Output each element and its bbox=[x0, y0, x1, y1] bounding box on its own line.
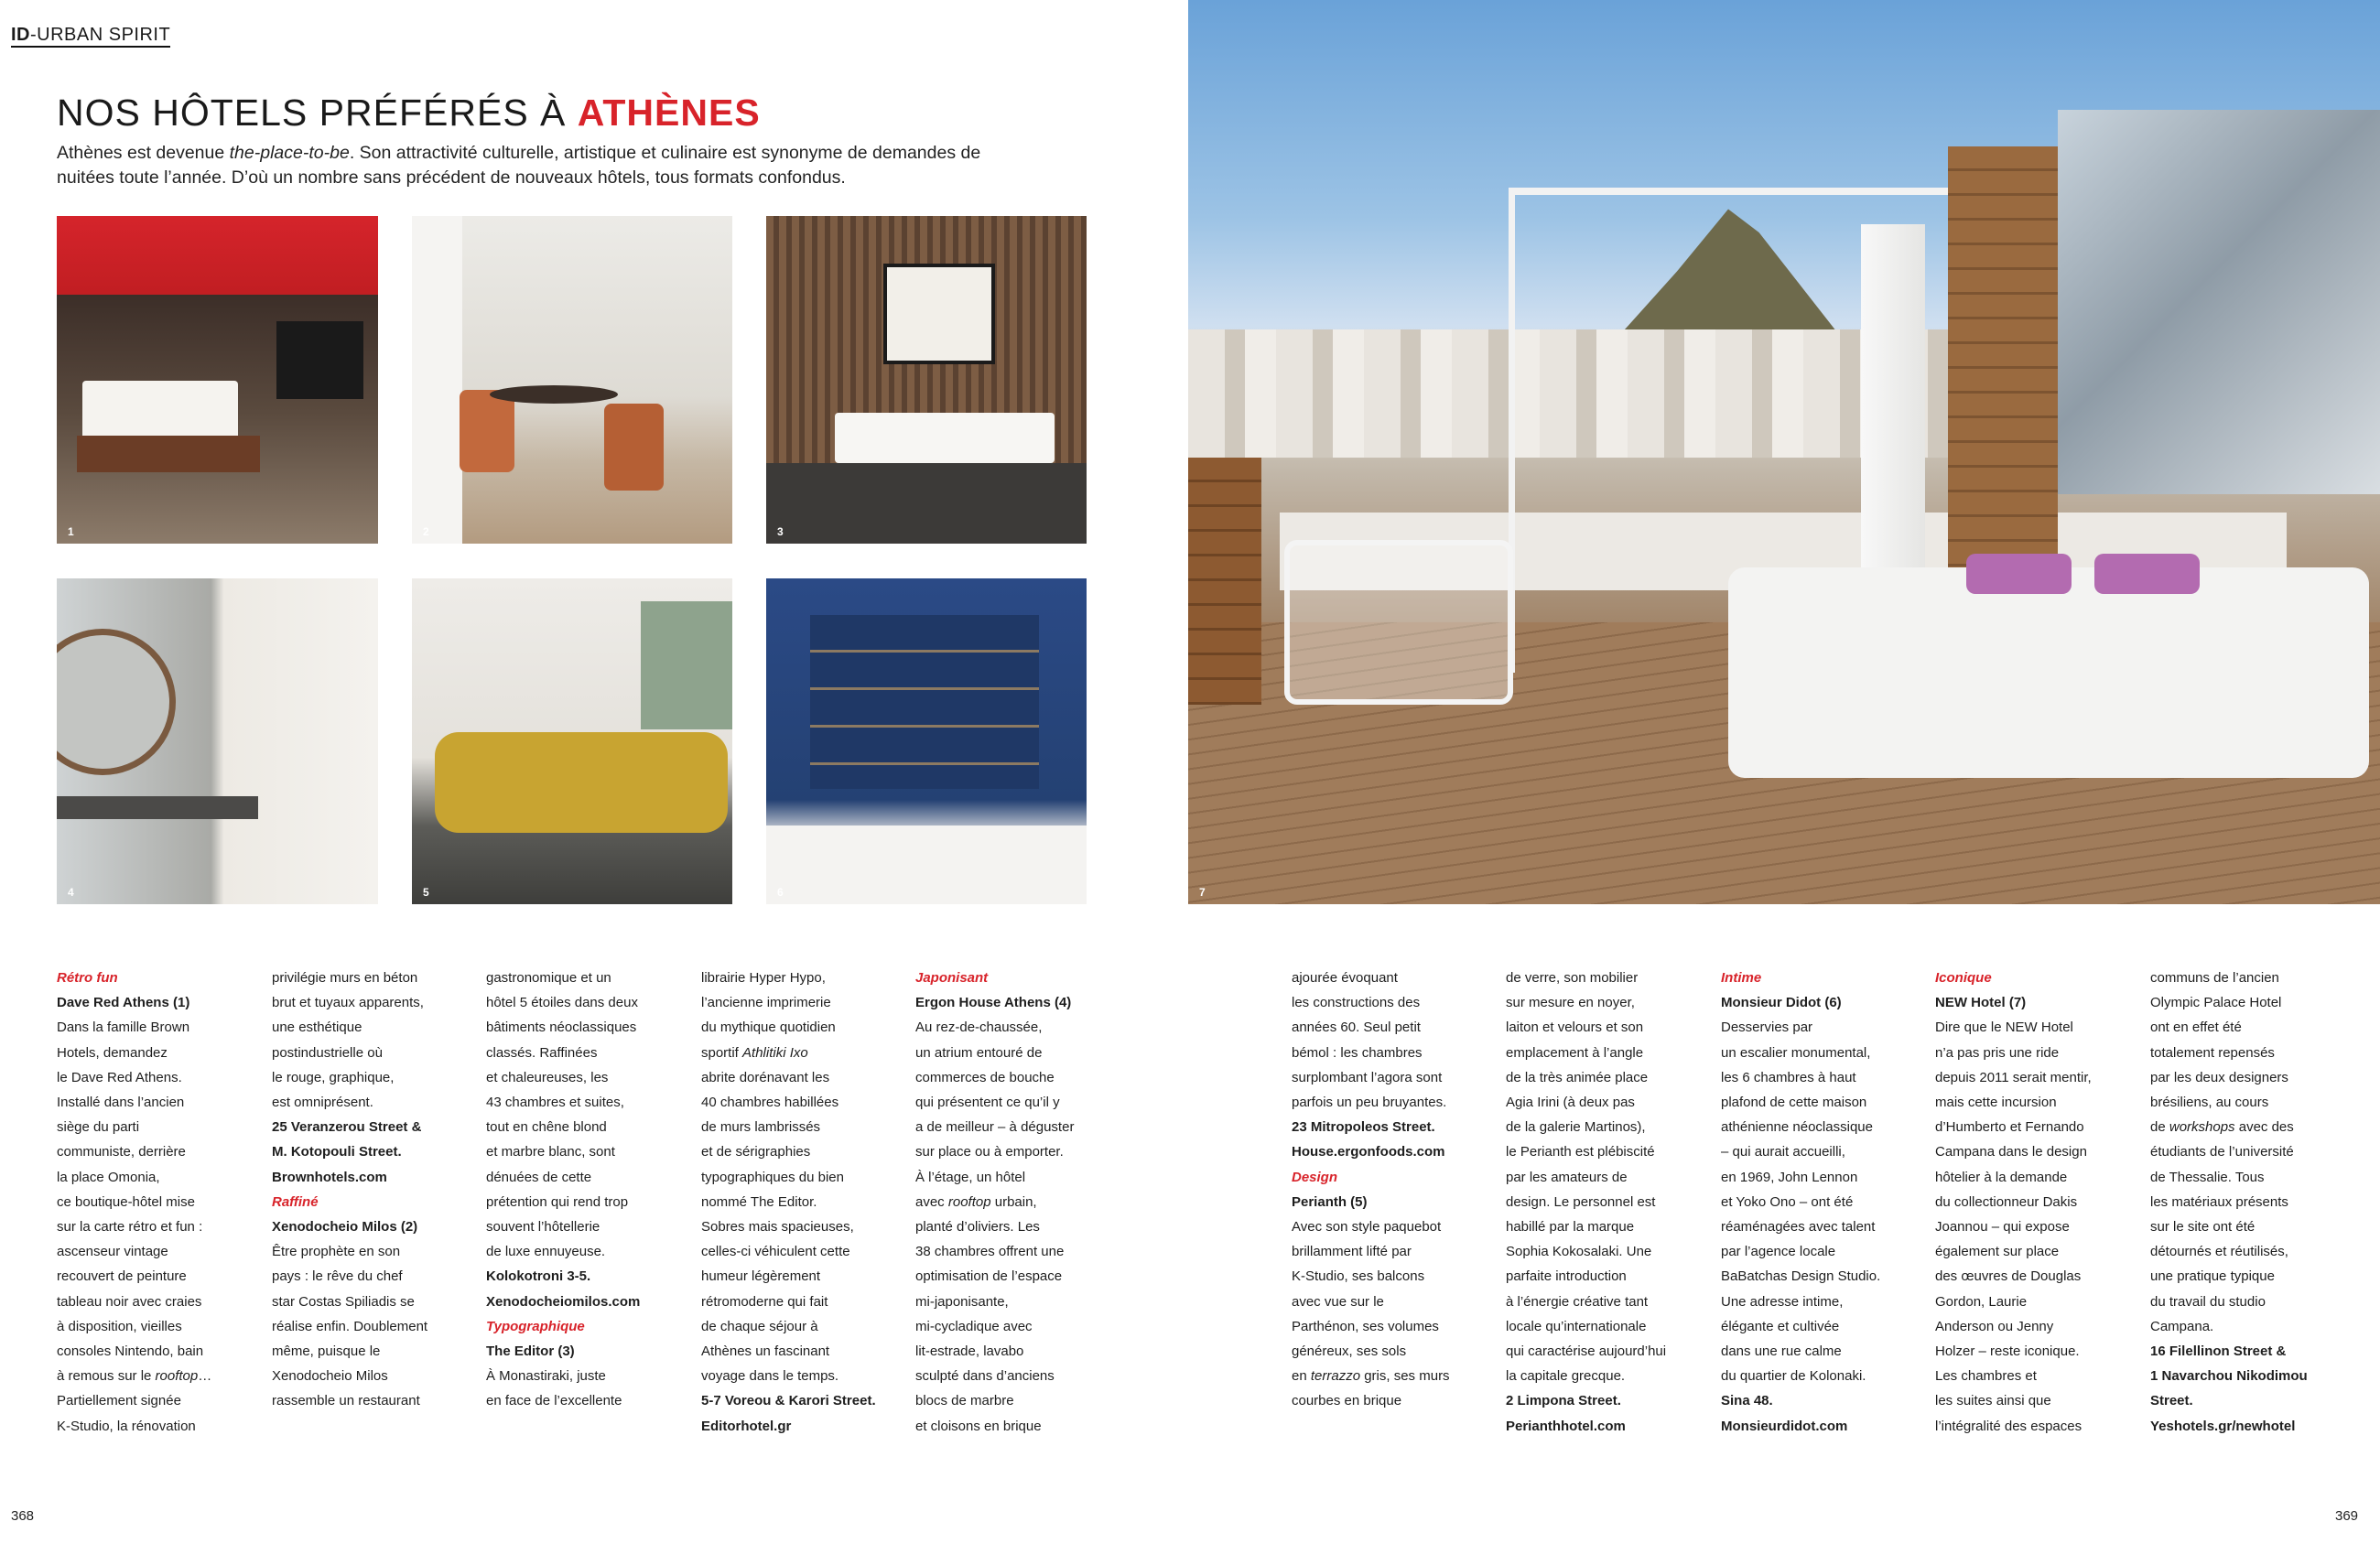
category-label: Typographique bbox=[486, 1318, 585, 1334]
hotel-address: 5-7 Voreou & Karori Street. Editorhotel.gr bbox=[701, 1393, 876, 1434]
photo-number: 1 bbox=[68, 525, 74, 538]
body-text: librairie Hyper Hypo, l’ancienne imprimerie du mythique quotidien sportif bbox=[701, 970, 836, 1061]
photo-shape-tv bbox=[276, 321, 363, 399]
hotel-address: Kolokotroni 3-5. Xenodocheiomilos.com bbox=[486, 1268, 641, 1310]
section-tag bbox=[11, 24, 170, 48]
hotel-name: Monsieur Didot (6) bbox=[1721, 995, 1842, 1011]
body-text: gris, ses murs courbes en brique bbox=[1292, 1368, 1450, 1409]
photo-shape-table bbox=[490, 385, 618, 404]
body-italic: rooftop bbox=[155, 1368, 199, 1385]
hotel-name: NEW Hotel (7) bbox=[1935, 995, 2027, 1011]
photo-number: 7 bbox=[1199, 886, 1206, 899]
photo-shape-pillow bbox=[2094, 554, 2200, 594]
body-text: … Partiellement signée K-Studio, la rénovation bbox=[57, 1368, 212, 1434]
text-column-6 bbox=[1292, 966, 1475, 1414]
photo-shape-pergola bbox=[1509, 188, 1948, 195]
intro-paragraph bbox=[57, 141, 1027, 190]
intro-italic: the-place-to-be bbox=[229, 143, 350, 163]
page-title bbox=[57, 92, 761, 135]
photo-number: 5 bbox=[423, 886, 429, 899]
body-text: communs de l’ancien Olympic Palace Hotel ont en effet été totalement repensés par les deux designers brésiliens, au cours de bbox=[2150, 970, 2288, 1136]
photo-shape-pillows bbox=[835, 413, 1055, 463]
body-italic: terrazzo bbox=[1310, 1368, 1361, 1385]
title-accent: ATHÈNES bbox=[577, 92, 761, 134]
text-column-7 bbox=[1506, 966, 1689, 1439]
photo-shape-bed bbox=[766, 463, 1087, 544]
hotel-description bbox=[915, 1015, 1098, 1438]
photo-shape-daybed bbox=[1728, 567, 2369, 778]
photo-shape-chair bbox=[1284, 540, 1513, 705]
page-number-right: 369 bbox=[2335, 1508, 2359, 1524]
photo-number: 2 bbox=[423, 525, 429, 538]
category-label: Intime bbox=[1721, 970, 1762, 986]
body-text: abrite dorénavant les 40 chambres habillées de murs lambrissés et de sérigraphies typographiques du bien nommé The Editor. Sobres mais spacieuses, celles-ci véhiculent cette humeur légèrement rétromoderne qui fait de chaque séjour à Athènes un fascinant voyage dans le temps. bbox=[701, 1069, 854, 1385]
photo-shape-desk bbox=[57, 796, 258, 819]
text-column-5 bbox=[915, 966, 1098, 1439]
text-column-8 bbox=[1721, 966, 1904, 1439]
hotel-description bbox=[701, 966, 884, 1388]
photo-shape-sofa bbox=[435, 732, 728, 833]
hotel-description bbox=[1292, 1214, 1475, 1414]
body-text: Avec son style paquebot brillamment lifté par K-Studio, ses balcons avec vue sur le Parthénon, ses volumes généreux, ses sols en bbox=[1292, 1219, 1442, 1385]
hotel-description: Desservies par un escalier monumental, les 6 chambres à haut plafond de cette maison athénienne néoclassique – qui aurait accueilli, en 1969, John Lennon et Yoko Ono – ont été réaménagées avec talent par l’agence locale BaBatchas Design Studio. Une adresse intime, élégante et cultivée dans une rue calme du quartier de Kolonaki. bbox=[1721, 1020, 1881, 1385]
body-text: urbain, planté d’oliviers. Les 38 chambres offrent une optimisation de l’espace mi-japonisante, mi-cycladique avec lit-estrade, lavabo sculpté dans d’anciens blocs de marbre et cloisons en brique bbox=[915, 1193, 1065, 1434]
photo-perianth bbox=[412, 578, 732, 904]
text-column-4 bbox=[701, 966, 884, 1439]
photo-shape-artwork bbox=[883, 264, 995, 364]
photo-number: 4 bbox=[68, 886, 74, 899]
photo-dave-red-athens bbox=[57, 216, 378, 544]
photo-shape-chair bbox=[460, 390, 514, 472]
hotel-address: 16 Filellinon Street & 1 Navarchou Nikodimou Street. Yeshotels.gr/newhotel bbox=[2150, 1344, 2308, 1434]
photo-shape-chair bbox=[604, 404, 664, 491]
photo-xenodocheio-milos bbox=[412, 216, 732, 544]
photo-shape-bookshelf bbox=[810, 615, 1039, 789]
intro-text-start: Athènes est devenue bbox=[57, 143, 230, 163]
text-column-2 bbox=[272, 966, 455, 1414]
hotel-description: privilégie murs en béton brut et tuyaux apparents, une esthétique postindustrielle où le rouge, graphique, est omniprésent. bbox=[272, 970, 424, 1111]
text-column-10 bbox=[2150, 966, 2333, 1439]
body-italic: Athlitiki Ixo bbox=[742, 1044, 808, 1061]
hotel-name: Xenodocheio Milos (2) bbox=[272, 1219, 418, 1236]
section-tag-rest: -URBAN SPIRIT bbox=[30, 25, 171, 45]
text-column-1 bbox=[57, 966, 240, 1439]
hotel-description bbox=[57, 1015, 240, 1438]
hotel-name: Perianth (5) bbox=[1292, 1193, 1368, 1210]
category-label: Japonisant bbox=[915, 970, 989, 986]
hotel-description: ajourée évoquant les constructions des années 60. Seul petit bémol : les chambres surplombant l’agora sont parfois un peu bruyantes. bbox=[1292, 970, 1447, 1111]
text-column-3 bbox=[486, 966, 669, 1414]
photo-monsieur-didot bbox=[766, 578, 1087, 904]
photo-shape-bedframe bbox=[77, 436, 260, 472]
hotel-description: À Monastiraki, juste en face de l’excellente bbox=[486, 1368, 622, 1409]
body-text: Au rez-de-chaussée, un atrium entouré de commerces de bouche qui présentent ce qu’il y a de meilleur – à déguster sur place ou à emporter. À l’étage, un hôtel avec bbox=[915, 1020, 1075, 1210]
body-italic: workshops bbox=[2169, 1119, 2235, 1136]
hotel-description: de verre, son mobilier sur mesure en noyer, laiton et velours et son emplacement à l’angle de la très animée place Agia Irini (à deux pas de la galerie Martinos), le Perianth est plébiscité par les amateurs de design. Le personnel est habillé par la marque Sophia Kokosalaki. Une parfaite introduction à l’énergie créative tant locale qu’internationale qui caractérise aujourd’hui la capitale grecque. bbox=[1506, 970, 1667, 1385]
photo-shape-window bbox=[641, 601, 732, 729]
photo-the-editor bbox=[766, 216, 1087, 544]
photo-number: 3 bbox=[777, 525, 784, 538]
hotel-name: Dave Red Athens (1) bbox=[57, 995, 190, 1011]
photo-shape-pillow bbox=[1966, 554, 2072, 594]
body-italic: rooftop bbox=[947, 1193, 991, 1210]
category-label: Rétro fun bbox=[57, 970, 118, 986]
photo-ergon-house bbox=[57, 578, 378, 904]
category-label: Raffiné bbox=[272, 1193, 319, 1210]
hotel-description: gastronomique et un hôtel 5 étoiles dans deux bâtiments néoclassiques classés. Raffinées et chaleureuses, les 43 chambres et suites, tout en chêne blond et marbre blanc, sont dénuées de cette prétention qui rend trop souvent l’hôtellerie de luxe ennuyeuse. bbox=[486, 970, 638, 1260]
body-text: avec des étudiants de l’université de Thessalie. Tous les matériaux présents sur le site ont été détournés et réutilisés, une pratique typique du travail du studio Campana. bbox=[2150, 1119, 2294, 1334]
title-main: NOS HÔTELS PRÉFÉRÉS À bbox=[57, 92, 578, 134]
category-label: Design bbox=[1292, 1169, 1338, 1185]
photo-shape-wood-panel bbox=[1188, 458, 1261, 705]
photo-shape-bed bbox=[766, 826, 1087, 904]
photo-shape-mirror bbox=[57, 629, 176, 775]
hotel-description: Être prophète en son pays : le rêve du chef star Costas Spiliadis se réalise enfin. Doublement même, puisque le Xenodocheio Milos rassemble un restaurant bbox=[272, 1244, 428, 1409]
page-number-left: 368 bbox=[11, 1508, 35, 1524]
photo-shape-glass-panel bbox=[2058, 110, 2380, 494]
photo-new-hotel-rooftop bbox=[1188, 0, 2380, 904]
hotel-name: The Editor (3) bbox=[486, 1344, 575, 1360]
hotel-address: 2 Limpona Street. Perianthhotel.com bbox=[1506, 1393, 1626, 1434]
text-column-9 bbox=[1935, 966, 2118, 1439]
hotel-name: Ergon House Athens (4) bbox=[915, 995, 1072, 1011]
photo-number: 6 bbox=[777, 886, 784, 899]
hotel-description bbox=[2150, 966, 2333, 1339]
hotel-description: Dire que le NEW Hotel n’a pas pris une ride depuis 2011 serait mentir, mais cette incursion d’Humberto et Fernando Campana dans le design hôtelier à la demande du collectionneur Dakis Joannou – qui expose également sur place des œuvres de Douglas Gordon, Laurie Anderson ou Jenny Holzer – reste iconique. Les chambres et les suites ainsi que l’intégralité des espaces bbox=[1935, 1020, 2092, 1434]
category-label: Iconique bbox=[1935, 970, 1992, 986]
section-tag-bold: ID bbox=[11, 25, 30, 45]
photo-shape-window bbox=[412, 216, 462, 544]
hotel-address: 23 Mitropoleos Street. House.ergonfoods.com bbox=[1292, 1119, 1445, 1160]
body-text: Dans la famille Brown Hotels, demandez le Dave Red Athens. Installé dans l’ancien siège du parti communiste, derrière la place Omonia, ce boutique-hôtel mise sur la carte rétro et fun : ascenseur vintage recouvert de peinture tableau noir avec craies à disposition, vieilles consoles Nintendo, bain à remous sur le bbox=[57, 1020, 204, 1385]
hotel-address: Sina 48. Monsieurdidot.com bbox=[1721, 1393, 1848, 1434]
intro-text-end: . Son attractivité culturelle, artistique et culinaire est synonyme de demandes de nuitées toute l’année. D’où un nombre sans précédent de nouveaux hôtels, tous formats confondus. bbox=[57, 143, 981, 188]
hotel-address: 25 Veranzerou Street & M. Kotopouli Street. Brownhotels.com bbox=[272, 1119, 422, 1185]
